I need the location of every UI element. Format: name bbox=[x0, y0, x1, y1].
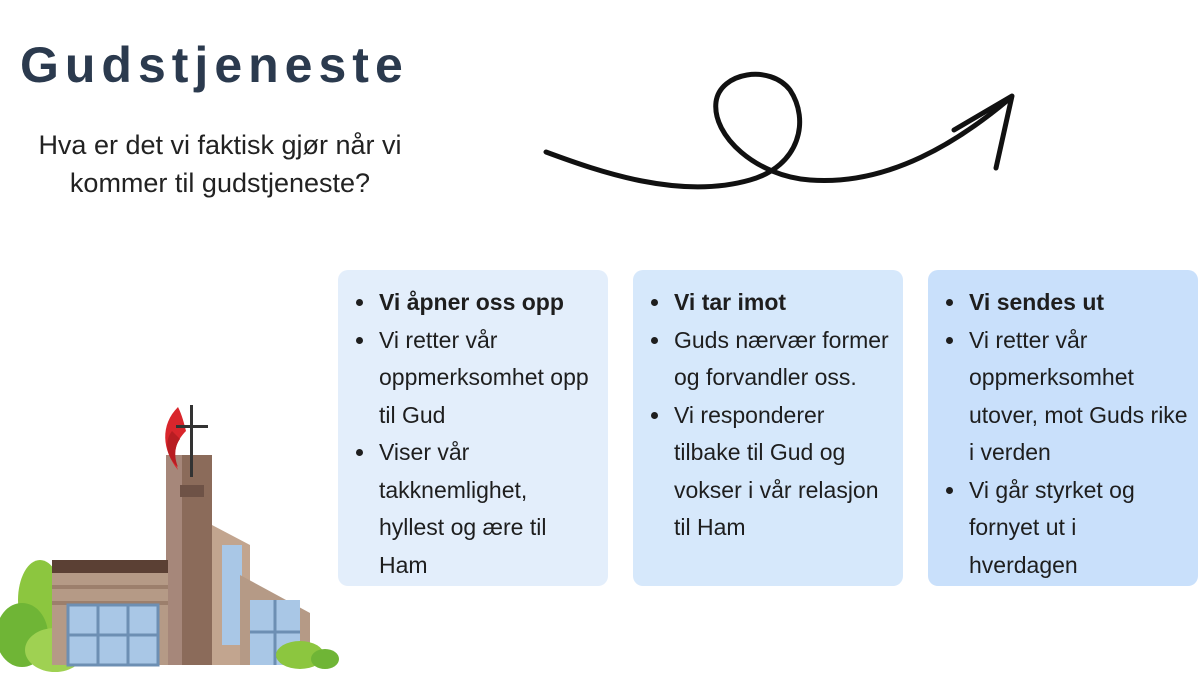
card-heading: Vi åpner oss opp bbox=[352, 284, 598, 322]
card-bullet: Vi responderer tilbake til Gud og vokser i vår relasjon til Ham bbox=[647, 397, 893, 547]
card-heading: Vi sendes ut bbox=[942, 284, 1188, 322]
card-heading: Vi tar imot bbox=[647, 284, 893, 322]
card-sent-out bbox=[928, 270, 1198, 586]
slide-title: Gudstjeneste bbox=[20, 37, 409, 93]
card-open-up bbox=[338, 270, 608, 586]
swirl-arrow-icon bbox=[530, 60, 1030, 200]
card-bullet: Vi retter vår oppmerksomhet utover, mot Guds rike i verden bbox=[942, 322, 1188, 472]
left-wing bbox=[52, 560, 168, 665]
card-receive bbox=[633, 270, 903, 586]
card-bullet: Guds nærvær former og forvandler oss. bbox=[647, 322, 893, 397]
church-illustration bbox=[0, 395, 340, 675]
card-bullet: Viser vår takknemlighet, hyllest og ære til Ham bbox=[352, 434, 598, 584]
card-bullet: Vi går styrket og fornyet ut i hverdagen bbox=[942, 472, 1188, 585]
slide-subtitle: Hva er det vi faktisk gjør når vi kommer til gudstjeneste? bbox=[38, 130, 402, 198]
card-bullet: Vi retter vår oppmerksomhet opp til Gud bbox=[352, 322, 598, 435]
